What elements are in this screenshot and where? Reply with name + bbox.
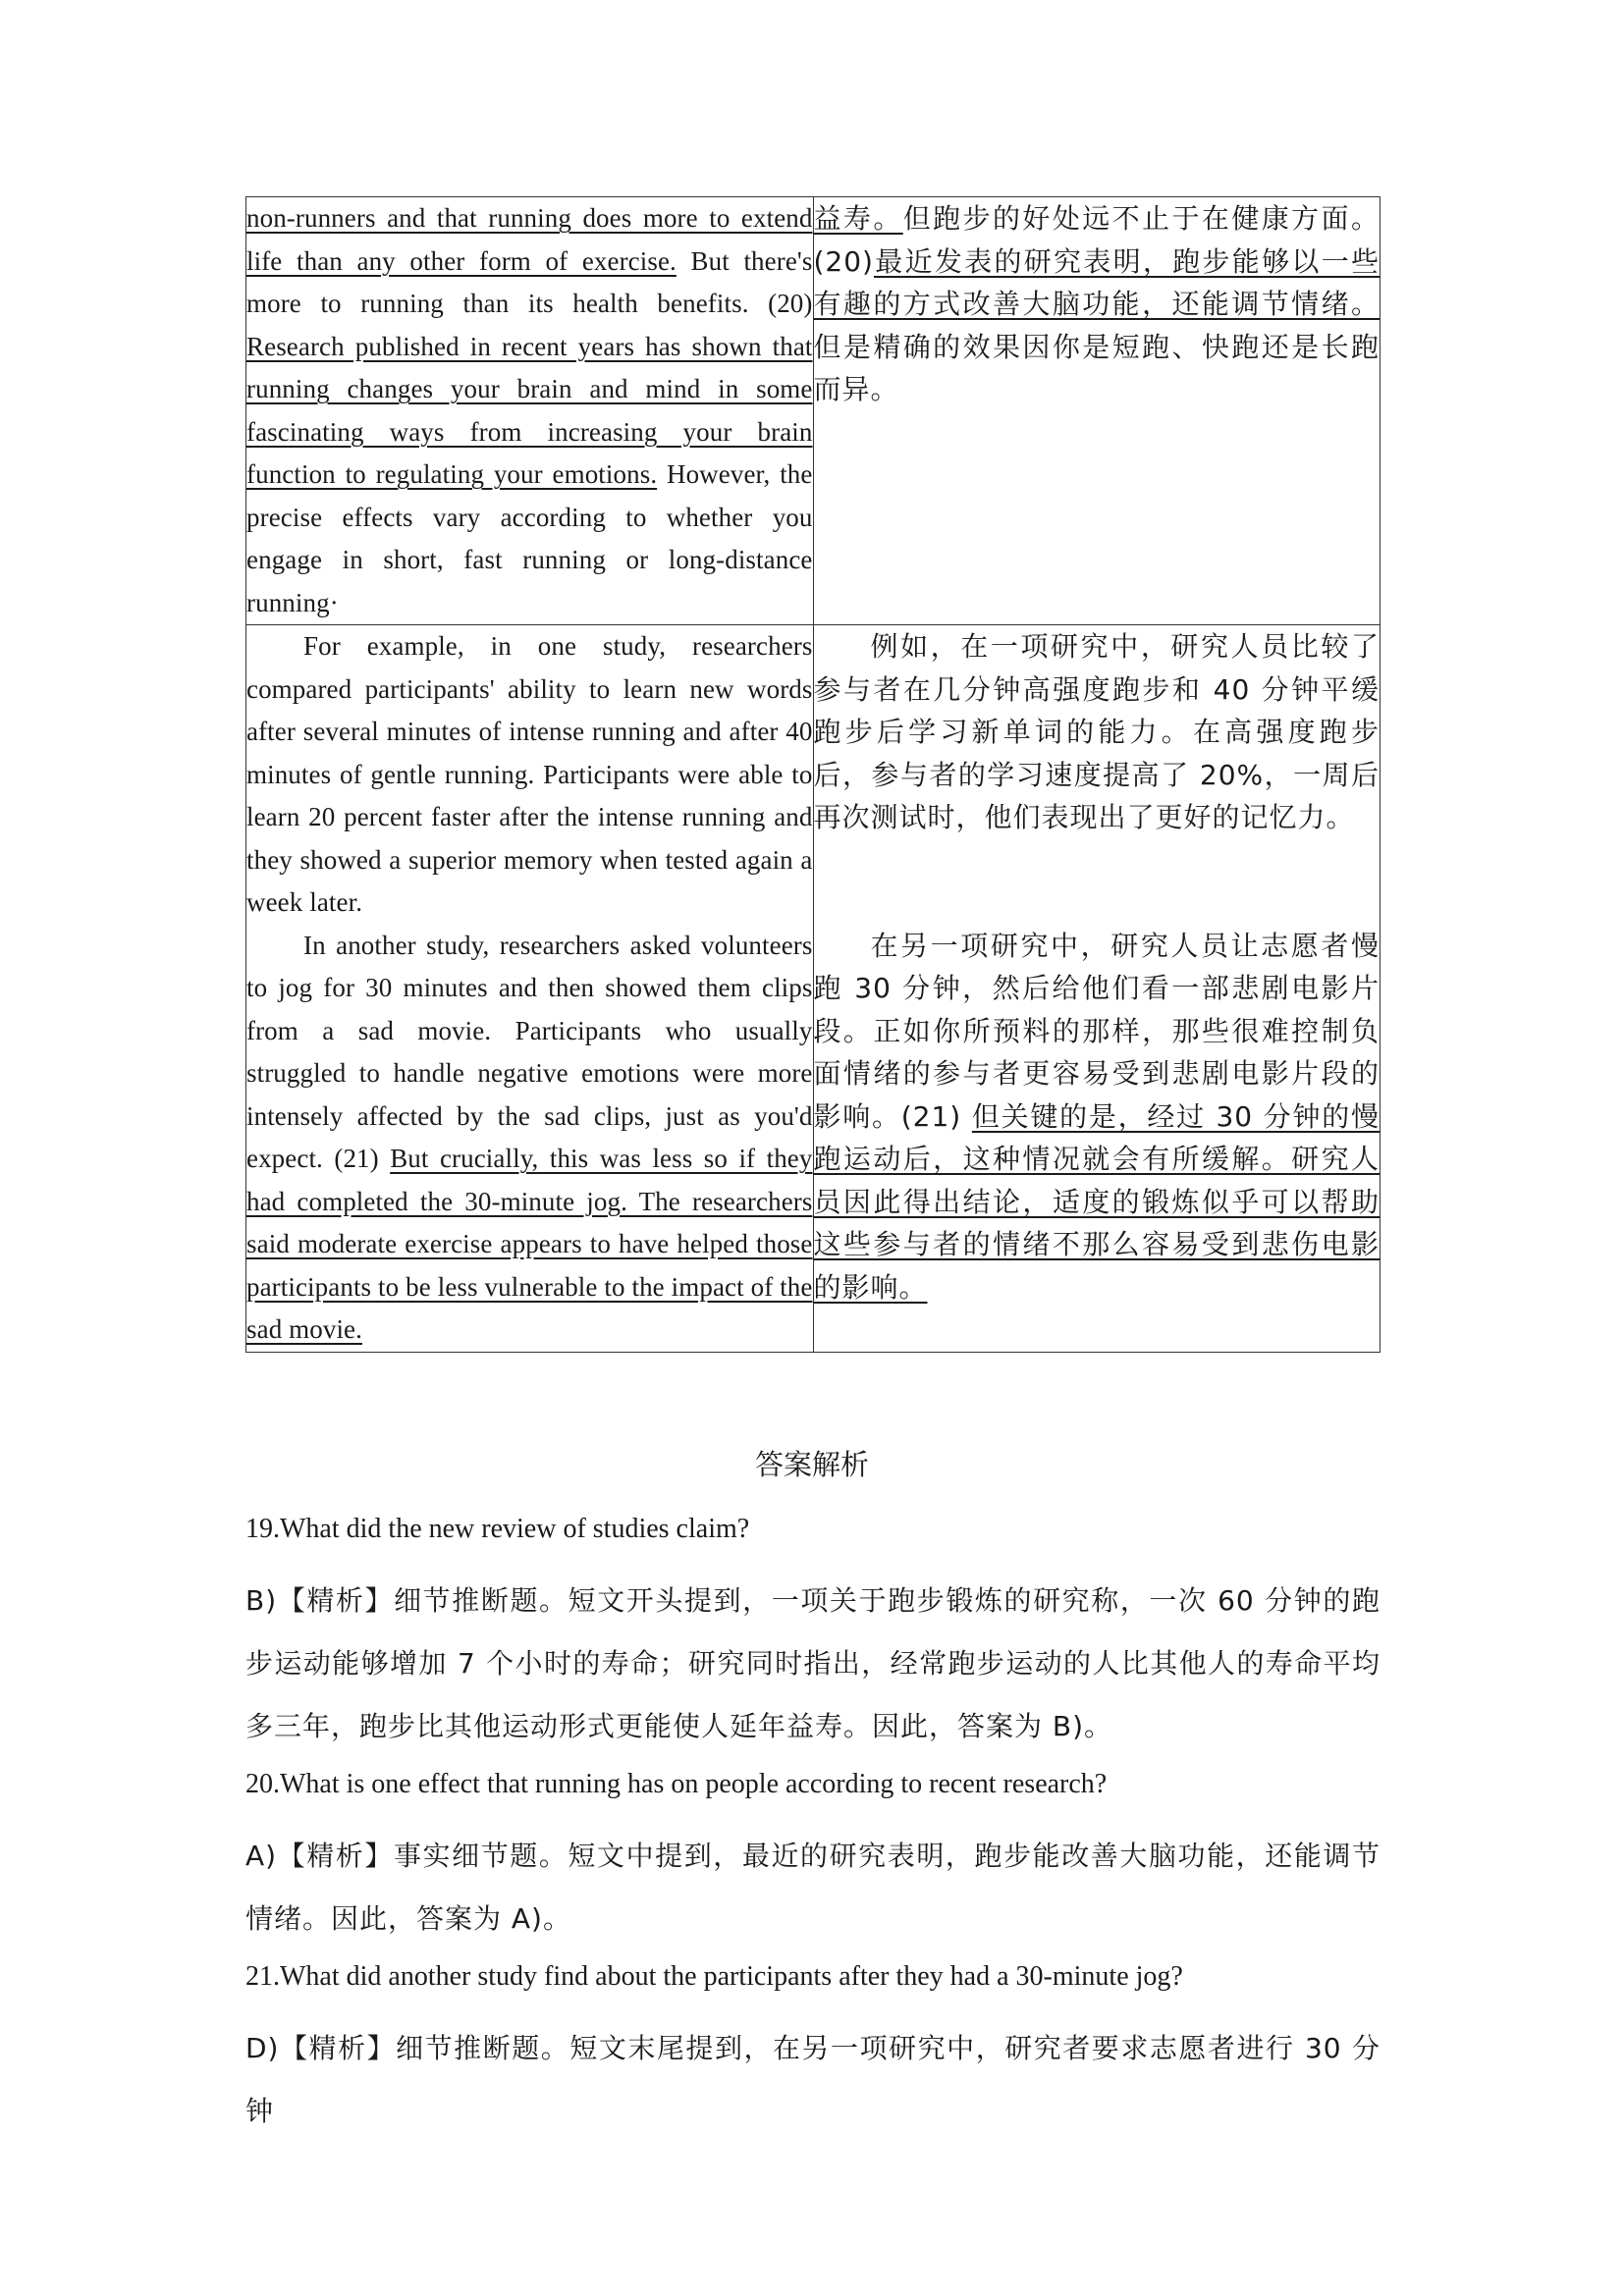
bilingual-passage-table (245, 196, 1380, 1353)
text: However, the precise effects vary according to whether you engage in short, fast running or long-distance running· (246, 459, 813, 617)
underlined-text: 最近发表的研究表明，跑步能够以一些有趣的方式改善大脑功能，还能调节情绪。 (813, 244, 1380, 320)
passage-row (246, 925, 1380, 1353)
chinese-paragraph (814, 197, 1380, 411)
text: In another study, researchers asked volunteers to jog for 30 minutes and then showed them clips from a sad movie. Participants who usually struggled to handle negative emotions were more intensely affected by the sad clips, just as you'd expect. (21) (246, 930, 813, 1173)
english-paragraph (246, 925, 813, 1352)
english-paragraph: For example, in one study, researchers compared participants' ability to learn new words after several minutes of intense running and after 40 minutes of gentle running. Participants were able to learn 20 percent faster after the intense running and they showed a superior memory when tested again a week later. (246, 631, 813, 917)
underlined-text: But crucially, this was less so if they had completed the 30-minute jog. The researchers said moderate exercise appears to have helped those participants to be less vulnerable to the impact of the sad movie. (246, 1144, 813, 1344)
english-cell (246, 925, 814, 1353)
chinese-paragraph: 例如，在一项研究中，研究人员比较了参与者在几分钟高强度跑步和 40 分钟平缓跑步后学习新单词的能力。在高强度跑步后，参与者的学习速度提高了 20%，一周后再次测试时，他们表现出了更好的记忆力。 (813, 630, 1380, 833)
english-cell (246, 625, 814, 925)
underlined-text: 但关键的是，经过 30 分钟的慢跑运动后，这种情况就会有所缓解。研究人员因此得出结论，适度的锻炼似乎可以帮助这些参与者的情绪不那么容易受到悲伤电影的影响。 (813, 1099, 1380, 1304)
question: 21.What did another study find about the participants after they had a 30-minute jog? (245, 1961, 1183, 1992)
answer-analysis: D)【精析】细节推断题。短文末尾提到，在另一项研究中，研究者要求志愿者进行 30 分钟 (245, 2032, 1380, 2127)
text: 但是精确的效果因你是短跑、快跑还是长跑而异。 (813, 330, 1380, 405)
answer-analysis: B)【精析】细节推断题。短文开头提到，一项关于跑步锻炼的研究称，一次 60 分钟的跑步运动能够增加 7 个小时的寿命；研究同时指出，经常跑步运动的人比其他人的寿命平均多三年，跑步比其他运动形式更能使人延年益寿。因此，答案为 B)。 (245, 1584, 1380, 1742)
answers-section (245, 1507, 1380, 2147)
question: 20.What is one effect that running has on people according to recent research? (245, 1769, 1108, 1799)
text: But there's more to running than its health benefits. (20) (246, 245, 813, 318)
answers-heading: 答案解析 (754, 1448, 869, 1481)
chinese-cell (813, 197, 1380, 625)
passage-row (246, 197, 1380, 625)
answer-analysis: A)【精析】事实细节题。短文中提到，最近的研究表明，跑步能改善大脑功能，还能调节情绪。因此，答案为 A)。 (245, 1840, 1380, 1935)
text: 在另一项研究中，研究人员让志愿者慢跑 30 分钟，然后给他们看一部悲剧电影片段。正如你所预料的那样，那些很难控制负面情绪的参与者更容易受到悲剧电影片段的影响。(21) (813, 929, 1380, 1133)
text: 但跑步的好处远不止于在健康方面。(20) (813, 202, 1380, 278)
underlined-text: non-runners and that running does more to extend life than any other form of exercise. (246, 203, 813, 276)
english-cell (246, 197, 814, 625)
chinese-cell (813, 625, 1380, 925)
underlined-text: Research published in recent years has shown that running changes your brain and mind in some fascinating ways from increasing your brain function to regulating your emotions. (246, 331, 813, 489)
chinese-paragraph (814, 925, 1380, 1309)
chinese-cell (813, 925, 1380, 1353)
english-paragraph (246, 197, 813, 624)
question: 19.What did the new review of studies claim? (245, 1514, 750, 1544)
underlined-text: 益寿。 (813, 202, 903, 235)
passage-row (246, 625, 1380, 925)
